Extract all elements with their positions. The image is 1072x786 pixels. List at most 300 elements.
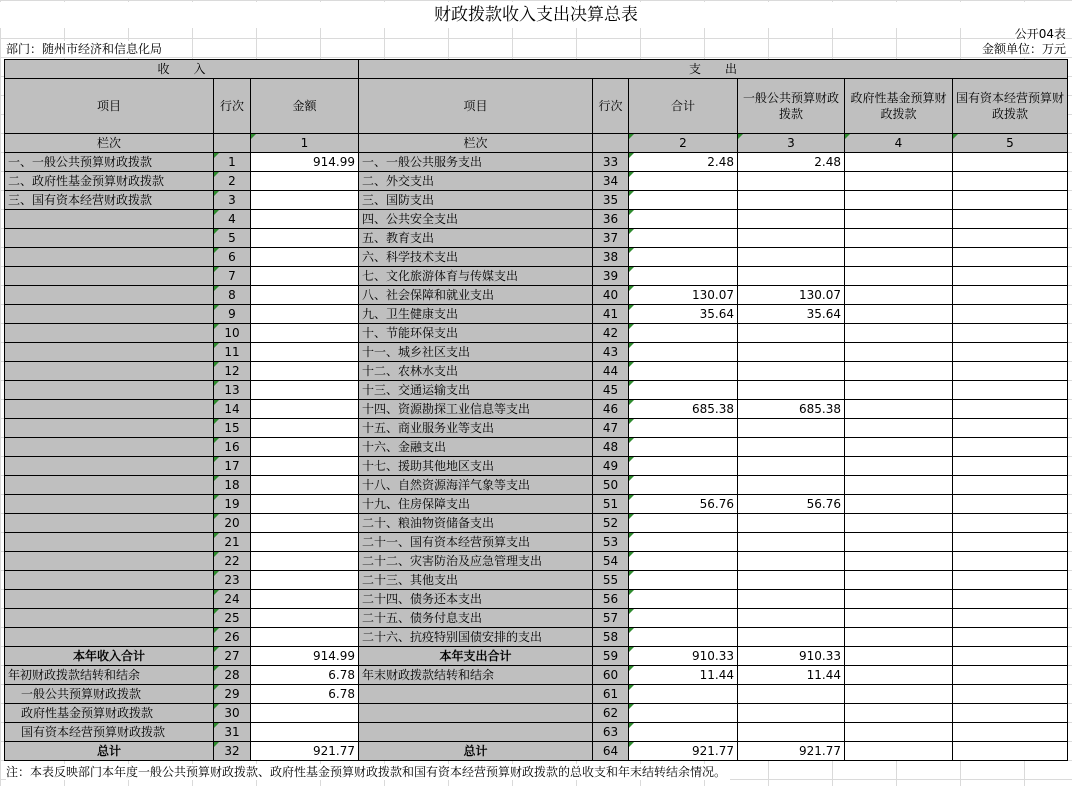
total-cell: 685.38 <box>629 400 738 419</box>
state-capital-cell <box>953 438 1068 457</box>
expense-row-no-cell: 36 <box>593 210 629 229</box>
income-amount-cell <box>251 476 359 495</box>
total-cell: 130.07 <box>629 286 738 305</box>
income-section-header: 收 入 <box>5 60 359 79</box>
total-cell <box>629 552 738 571</box>
total-cell <box>629 571 738 590</box>
expense-row-no-cell: 43 <box>593 343 629 362</box>
gov-fund-cell <box>845 305 953 324</box>
expense-item-cell: 二十六、抗疫特别国债安排的支出 <box>359 628 593 647</box>
income-amount-cell <box>251 400 359 419</box>
expense-item-cell: 二十五、债务付息支出 <box>359 609 593 628</box>
gov-fund-cell <box>845 229 953 248</box>
total-cell <box>629 533 738 552</box>
expense-row-no-header: 行次 <box>593 79 629 134</box>
expense-item-cell: 十八、自然资源海洋气象等支出 <box>359 476 593 495</box>
income-item-cell <box>5 552 214 571</box>
general-budget-cell: 910.33 <box>738 647 845 666</box>
table-row <box>5 267 1068 286</box>
income-row-no-cell: 19 <box>214 495 251 514</box>
income-row-no-cell: 29 <box>214 685 251 704</box>
expense-item-cell: 十二、农林水支出 <box>359 362 593 381</box>
general-budget-header: 一般公共预算财政拨款 <box>738 79 845 134</box>
total-cell <box>629 172 738 191</box>
income-row-no-cell: 2 <box>214 172 251 191</box>
state-capital-cell <box>953 324 1068 343</box>
income-item-cell <box>5 495 214 514</box>
state-capital-cell <box>953 552 1068 571</box>
table-row <box>5 476 1068 495</box>
general-budget-cell: 130.07 <box>738 286 845 305</box>
expense-row-no-cell: 56 <box>593 590 629 609</box>
state-capital-cell <box>953 571 1068 590</box>
gov-fund-cell <box>845 286 953 305</box>
gov-fund-cell <box>845 400 953 419</box>
state-capital-cell <box>953 267 1068 286</box>
general-budget-cell <box>738 172 845 191</box>
income-amount-cell: 6.78 <box>251 685 359 704</box>
total-cell <box>629 628 738 647</box>
income-row-no-cell: 15 <box>214 419 251 438</box>
expense-item-cell: 七、文化旅游体育与传媒支出 <box>359 267 593 286</box>
income-row-no-cell: 18 <box>214 476 251 495</box>
table-row <box>5 533 1068 552</box>
page-title: 财政拨款收入支出决算总表 <box>0 2 1072 28</box>
income-amount-cell <box>251 533 359 552</box>
income-row-no-cell: 8 <box>214 286 251 305</box>
income-item-cell: 一般公共预算财政拨款 <box>5 685 214 704</box>
general-budget-cell <box>738 704 845 723</box>
general-budget-cell: 35.64 <box>738 305 845 324</box>
income-row-no-cell: 4 <box>214 210 251 229</box>
table-row <box>5 552 1068 571</box>
income-row-no-cell: 1 <box>214 153 251 172</box>
income-item-cell <box>5 343 214 362</box>
total-cell <box>629 438 738 457</box>
table-row <box>5 704 1068 723</box>
expense-item-cell: 十、节能环保支出 <box>359 324 593 343</box>
table-row <box>5 286 1068 305</box>
gov-fund-cell <box>845 533 953 552</box>
income-amount-cell <box>251 704 359 723</box>
general-budget-cell <box>738 229 845 248</box>
income-row-no-cell: 30 <box>214 704 251 723</box>
income-item-cell <box>5 438 214 457</box>
total-cell <box>629 419 738 438</box>
gov-fund-cell <box>845 628 953 647</box>
income-item-cell <box>5 476 214 495</box>
expense-row-no-cell: 34 <box>593 172 629 191</box>
expense-section-header: 支 出 <box>359 60 1068 79</box>
general-budget-cell <box>738 476 845 495</box>
income-item-cell: 一、一般公共预算财政拨款 <box>5 153 214 172</box>
state-capital-cell <box>953 305 1068 324</box>
gov-fund-cell <box>845 723 953 742</box>
general-budget-cell <box>738 571 845 590</box>
income-amount-cell <box>251 229 359 248</box>
income-item-cell <box>5 286 214 305</box>
column-number-5: 5 <box>953 134 1068 153</box>
state-capital-cell <box>953 742 1068 761</box>
table-row <box>5 362 1068 381</box>
income-item-cell <box>5 609 214 628</box>
total-cell <box>629 457 738 476</box>
income-item-cell <box>5 267 214 286</box>
expense-item-cell: 八、社会保障和就业支出 <box>359 286 593 305</box>
expense-item-header: 项目 <box>359 79 593 134</box>
expense-item-cell: 本年支出合计 <box>359 647 593 666</box>
appropriation-table <box>4 59 1068 761</box>
expense-row-no-cell: 37 <box>593 229 629 248</box>
general-budget-cell <box>738 533 845 552</box>
expense-item-cell: 五、教育支出 <box>359 229 593 248</box>
state-capital-cell <box>953 533 1068 552</box>
state-capital-cell <box>953 400 1068 419</box>
income-item-cell: 总计 <box>5 742 214 761</box>
table-row <box>5 514 1068 533</box>
state-capital-cell <box>953 666 1068 685</box>
income-amount-cell <box>251 248 359 267</box>
general-budget-cell <box>738 438 845 457</box>
expense-row-no-cell: 63 <box>593 723 629 742</box>
table-row <box>5 419 1068 438</box>
income-row-no-cell: 20 <box>214 514 251 533</box>
expense-row-no-cell: 39 <box>593 267 629 286</box>
income-row-no-header: 行次 <box>214 79 251 134</box>
general-budget-cell <box>738 381 845 400</box>
total-cell: 56.76 <box>629 495 738 514</box>
footnote: 注：本表反映部门本年度一般公共预算财政拨款、政府性基金预算财政拨款和国有资本经营预算财政拨款的总收支和年末结转结余情况。 <box>6 764 730 780</box>
expense-row-no-cell: 44 <box>593 362 629 381</box>
income-item-cell <box>5 590 214 609</box>
income-row-no-cell: 14 <box>214 400 251 419</box>
expense-item-cell: 十三、交通运输支出 <box>359 381 593 400</box>
income-item-cell <box>5 628 214 647</box>
total-cell <box>629 343 738 362</box>
lanci-label-expense: 栏次 <box>359 134 593 153</box>
income-row-no-cell: 6 <box>214 248 251 267</box>
income-amount-cell <box>251 172 359 191</box>
expense-row-no-cell: 45 <box>593 381 629 400</box>
table-row <box>5 210 1068 229</box>
state-capital-cell <box>953 495 1068 514</box>
general-budget-cell <box>738 514 845 533</box>
general-budget-cell <box>738 419 845 438</box>
total-cell <box>629 609 738 628</box>
column-number-4: 4 <box>845 134 953 153</box>
income-amount-cell <box>251 343 359 362</box>
table-row <box>5 153 1068 172</box>
general-budget-cell: 11.44 <box>738 666 845 685</box>
expense-item-cell <box>359 685 593 704</box>
income-amount-cell <box>251 552 359 571</box>
gov-fund-cell <box>845 172 953 191</box>
gov-fund-cell <box>845 362 953 381</box>
expense-item-cell: 一、一般公共服务支出 <box>359 153 593 172</box>
state-capital-cell <box>953 191 1068 210</box>
general-budget-cell <box>738 609 845 628</box>
income-item-cell <box>5 324 214 343</box>
gov-fund-cell <box>845 571 953 590</box>
expense-item-cell: 二十、粮油物资储备支出 <box>359 514 593 533</box>
income-row-no-cell: 7 <box>214 267 251 286</box>
income-item-cell: 本年收入合计 <box>5 647 214 666</box>
total-cell <box>629 210 738 229</box>
table-row <box>5 590 1068 609</box>
income-item-header: 项目 <box>5 79 214 134</box>
expense-row-no-cell: 51 <box>593 495 629 514</box>
column-number-3: 3 <box>738 134 845 153</box>
income-amount-cell <box>251 438 359 457</box>
table-row <box>5 305 1068 324</box>
income-row-no-cell: 22 <box>214 552 251 571</box>
general-budget-cell <box>738 362 845 381</box>
income-amount-cell <box>251 723 359 742</box>
expense-item-cell <box>359 704 593 723</box>
gov-fund-cell <box>845 438 953 457</box>
expense-row-no-cell: 58 <box>593 628 629 647</box>
income-amount-cell <box>251 210 359 229</box>
table-row <box>5 457 1068 476</box>
expense-row-no-cell: 61 <box>593 685 629 704</box>
table-row <box>5 571 1068 590</box>
general-budget-cell <box>738 723 845 742</box>
total-cell <box>629 362 738 381</box>
total-cell <box>629 685 738 704</box>
income-item-cell <box>5 229 214 248</box>
state-capital-cell <box>953 685 1068 704</box>
table-row <box>5 191 1068 210</box>
income-amount-cell <box>251 457 359 476</box>
state-capital-cell <box>953 210 1068 229</box>
general-budget-cell <box>738 552 845 571</box>
income-item-cell <box>5 400 214 419</box>
income-amount-cell: 921.77 <box>251 742 359 761</box>
total-cell <box>629 704 738 723</box>
total-cell <box>629 590 738 609</box>
expense-item-cell: 三、国防支出 <box>359 191 593 210</box>
state-capital-cell <box>953 248 1068 267</box>
gov-fund-cell <box>845 514 953 533</box>
state-capital-cell <box>953 229 1068 248</box>
state-capital-cell <box>953 362 1068 381</box>
total-cell: 921.77 <box>629 742 738 761</box>
state-capital-cell <box>953 343 1068 362</box>
gov-fund-cell <box>845 191 953 210</box>
income-amount-cell <box>251 514 359 533</box>
expense-item-cell: 十四、资源勘探工业信息等支出 <box>359 400 593 419</box>
total-cell <box>629 248 738 267</box>
income-item-cell: 年初财政拨款结转和结余 <box>5 666 214 685</box>
gov-fund-header: 政府性基金预算财政拨款 <box>845 79 953 134</box>
column-number-2: 2 <box>629 134 738 153</box>
general-budget-cell: 2.48 <box>738 153 845 172</box>
general-budget-cell <box>738 191 845 210</box>
state-capital-cell <box>953 704 1068 723</box>
income-item-cell: 政府性基金预算财政拨款 <box>5 704 214 723</box>
department-label: 部门：随州市经济和信息化局 <box>6 42 163 56</box>
state-capital-cell <box>953 628 1068 647</box>
expense-row-no-cell: 41 <box>593 305 629 324</box>
income-amount-cell <box>251 495 359 514</box>
income-amount-cell <box>251 419 359 438</box>
state-capital-cell <box>953 723 1068 742</box>
gov-fund-cell <box>845 381 953 400</box>
table-row <box>5 495 1068 514</box>
table-row <box>5 666 1068 685</box>
income-amount-cell: 6.78 <box>251 666 359 685</box>
state-capital-cell <box>953 609 1068 628</box>
income-amount-cell <box>251 362 359 381</box>
income-item-cell <box>5 305 214 324</box>
lanci-blank-expense <box>593 134 629 153</box>
expense-row-no-cell: 59 <box>593 647 629 666</box>
table-row <box>5 172 1068 191</box>
income-amount-cell <box>251 305 359 324</box>
income-row-no-cell: 25 <box>214 609 251 628</box>
gov-fund-cell <box>845 590 953 609</box>
state-capital-cell <box>953 419 1068 438</box>
state-capital-cell <box>953 647 1068 666</box>
general-budget-cell <box>738 210 845 229</box>
income-row-no-cell: 21 <box>214 533 251 552</box>
income-item-cell <box>5 362 214 381</box>
income-row-no-cell: 13 <box>214 381 251 400</box>
expense-item-cell: 九、卫生健康支出 <box>359 305 593 324</box>
general-budget-cell <box>738 343 845 362</box>
expense-row-no-cell: 64 <box>593 742 629 761</box>
general-budget-cell <box>738 248 845 267</box>
expense-item-cell: 二十三、其他支出 <box>359 571 593 590</box>
expense-row-no-cell: 49 <box>593 457 629 476</box>
expense-item-cell: 二十四、债务还本支出 <box>359 590 593 609</box>
income-item-cell: 三、国有资本经营财政拨款 <box>5 191 214 210</box>
expense-row-no-cell: 57 <box>593 609 629 628</box>
unit-label: 金额单位：万元 <box>981 42 1066 56</box>
table-row <box>5 609 1068 628</box>
table-row <box>5 400 1068 419</box>
general-budget-cell <box>738 457 845 476</box>
gov-fund-cell <box>845 647 953 666</box>
expense-item-cell: 四、公共安全支出 <box>359 210 593 229</box>
total-cell <box>629 267 738 286</box>
total-cell: 11.44 <box>629 666 738 685</box>
income-item-cell: 国有资本经营预算财政拨款 <box>5 723 214 742</box>
expense-row-no-cell: 33 <box>593 153 629 172</box>
expense-item-cell: 二十二、灾害防治及应急管理支出 <box>359 552 593 571</box>
income-amount-cell <box>251 286 359 305</box>
state-capital-cell <box>953 153 1068 172</box>
table-row <box>5 381 1068 400</box>
table-row <box>5 248 1068 267</box>
total-cell <box>629 229 738 248</box>
income-row-no-cell: 26 <box>214 628 251 647</box>
column-number-1: 1 <box>251 134 359 153</box>
income-row-no-cell: 5 <box>214 229 251 248</box>
expense-row-no-cell: 35 <box>593 191 629 210</box>
expense-item-cell: 十七、援助其他地区支出 <box>359 457 593 476</box>
gov-fund-cell <box>845 419 953 438</box>
income-item-cell <box>5 210 214 229</box>
expense-row-no-cell: 52 <box>593 514 629 533</box>
table-row <box>5 647 1068 666</box>
expense-item-cell: 十六、金融支出 <box>359 438 593 457</box>
income-item-cell: 二、政府性基金预算财政拨款 <box>5 172 214 191</box>
gov-fund-cell <box>845 457 953 476</box>
income-amount-cell <box>251 571 359 590</box>
total-cell <box>629 324 738 343</box>
income-row-no-cell: 10 <box>214 324 251 343</box>
lanci-label: 栏次 <box>5 134 214 153</box>
total-cell: 910.33 <box>629 647 738 666</box>
gov-fund-cell <box>845 552 953 571</box>
income-amount-cell <box>251 628 359 647</box>
income-amount-cell: 914.99 <box>251 647 359 666</box>
expense-item-cell: 总计 <box>359 742 593 761</box>
general-budget-cell: 921.77 <box>738 742 845 761</box>
income-item-cell <box>5 248 214 267</box>
lanci-blank <box>214 134 251 153</box>
table-row <box>5 723 1068 742</box>
income-amount-cell <box>251 267 359 286</box>
expense-row-no-cell: 42 <box>593 324 629 343</box>
gov-fund-cell <box>845 476 953 495</box>
total-cell <box>629 723 738 742</box>
expense-row-no-cell: 50 <box>593 476 629 495</box>
income-row-no-cell: 11 <box>214 343 251 362</box>
expense-item-cell: 年末财政拨款结转和结余 <box>359 666 593 685</box>
income-item-cell <box>5 381 214 400</box>
general-budget-cell <box>738 324 845 343</box>
income-item-cell <box>5 533 214 552</box>
gov-fund-cell <box>845 704 953 723</box>
general-budget-cell <box>738 267 845 286</box>
income-row-no-cell: 27 <box>214 647 251 666</box>
expense-row-no-cell: 40 <box>593 286 629 305</box>
income-amount-header: 金额 <box>251 79 359 134</box>
expense-item-cell: 十五、商业服务业等支出 <box>359 419 593 438</box>
table-row <box>5 742 1068 761</box>
state-capital-cell <box>953 457 1068 476</box>
gov-fund-cell <box>845 248 953 267</box>
income-amount-cell <box>251 324 359 343</box>
income-amount-cell <box>251 609 359 628</box>
expense-row-no-cell: 48 <box>593 438 629 457</box>
expense-row-no-cell: 60 <box>593 666 629 685</box>
income-row-no-cell: 24 <box>214 590 251 609</box>
expense-row-no-cell: 53 <box>593 533 629 552</box>
general-budget-cell: 685.38 <box>738 400 845 419</box>
gov-fund-cell <box>845 343 953 362</box>
income-row-no-cell: 9 <box>214 305 251 324</box>
state-capital-cell <box>953 286 1068 305</box>
total-cell <box>629 476 738 495</box>
total-cell <box>629 514 738 533</box>
expense-item-cell: 二十一、国有资本经营预算支出 <box>359 533 593 552</box>
table-row <box>5 343 1068 362</box>
income-row-no-cell: 16 <box>214 438 251 457</box>
gov-fund-cell <box>845 324 953 343</box>
income-item-cell <box>5 571 214 590</box>
expense-row-no-cell: 55 <box>593 571 629 590</box>
income-row-no-cell: 23 <box>214 571 251 590</box>
table-row <box>5 324 1068 343</box>
income-item-cell <box>5 457 214 476</box>
general-budget-cell <box>738 685 845 704</box>
gov-fund-cell <box>845 666 953 685</box>
income-row-no-cell: 17 <box>214 457 251 476</box>
state-capital-cell <box>953 381 1068 400</box>
